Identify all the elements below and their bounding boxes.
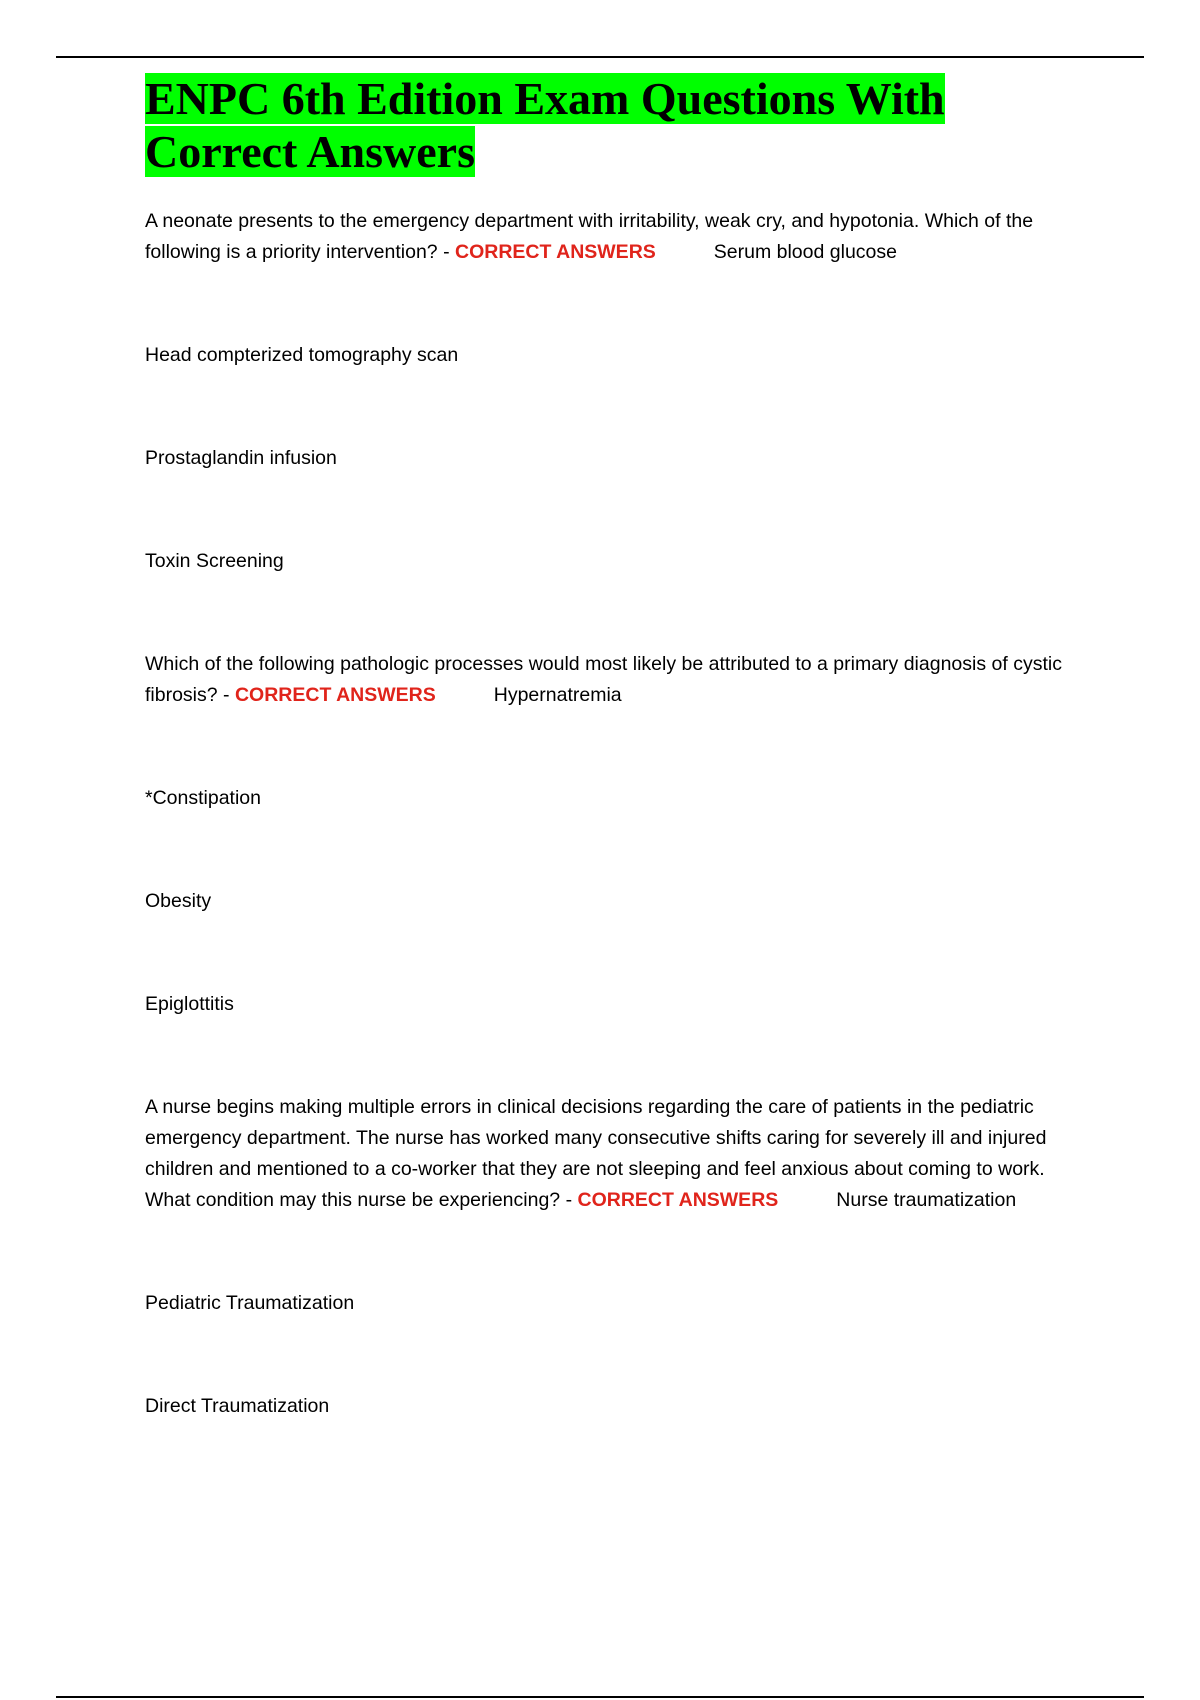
question-2-text: Which of the following pathologic processes would most likely be attributed to a primary diagnosis of cystic fibrosis? (145, 653, 1062, 706)
question-2-option-4: Epiglottitis (145, 993, 234, 1015)
question-2-option-2: *Constipation (145, 787, 261, 809)
answer-separator: - (217, 684, 235, 706)
question-2 (145, 649, 1095, 711)
question-2-option-3: Obesity (145, 890, 212, 912)
correct-answers-tag: CORRECT ANSWERS (234, 684, 436, 706)
question-1-text: A neonate presents to the emergency department with irritability, weak cry, and hypotonia. Which of the following is a priority intervention? (145, 210, 1034, 263)
question-1 (145, 206, 1095, 268)
answer-separator: - (560, 1189, 578, 1211)
question-3-answer: Nurse traumatization (836, 1189, 1017, 1211)
question-1-option-2: Head compterized tomography scan (145, 344, 459, 366)
answer-separator: - (437, 241, 455, 263)
top-rule (56, 56, 1144, 58)
document-title (145, 72, 1095, 178)
title-highlight: ENPC 6th Edition Exam Questions With Correct Answers (145, 73, 945, 177)
question-2-answer: Hypernatremia (493, 684, 622, 706)
question-1-option-4: Toxin Screening (145, 550, 284, 572)
correct-answers-tag: CORRECT ANSWERS (455, 241, 656, 263)
question-3-text: A nurse begins making multiple errors in clinical decisions regarding the care of patients in the pediatric emergency department. The nurse has worked many consecutive shifts caring for severely ill and injured children and mentioned to a co-worker that they are not sleeping and feel anxious about coming to work. What condition may this nurse be experiencing? (145, 1096, 1047, 1211)
question-3 (145, 1092, 1095, 1216)
correct-answers-tag: CORRECT ANSWERS (577, 1189, 779, 1211)
document-page (145, 72, 1095, 1422)
question-1-option-3: Prostaglandin infusion (145, 447, 337, 469)
question-1-answer: Serum blood glucose (713, 241, 897, 263)
question-3-option-3: Direct Traumatization (145, 1395, 330, 1417)
question-3-option-2: Pediatric Traumatization (145, 1292, 355, 1314)
bottom-rule (56, 1696, 1144, 1698)
